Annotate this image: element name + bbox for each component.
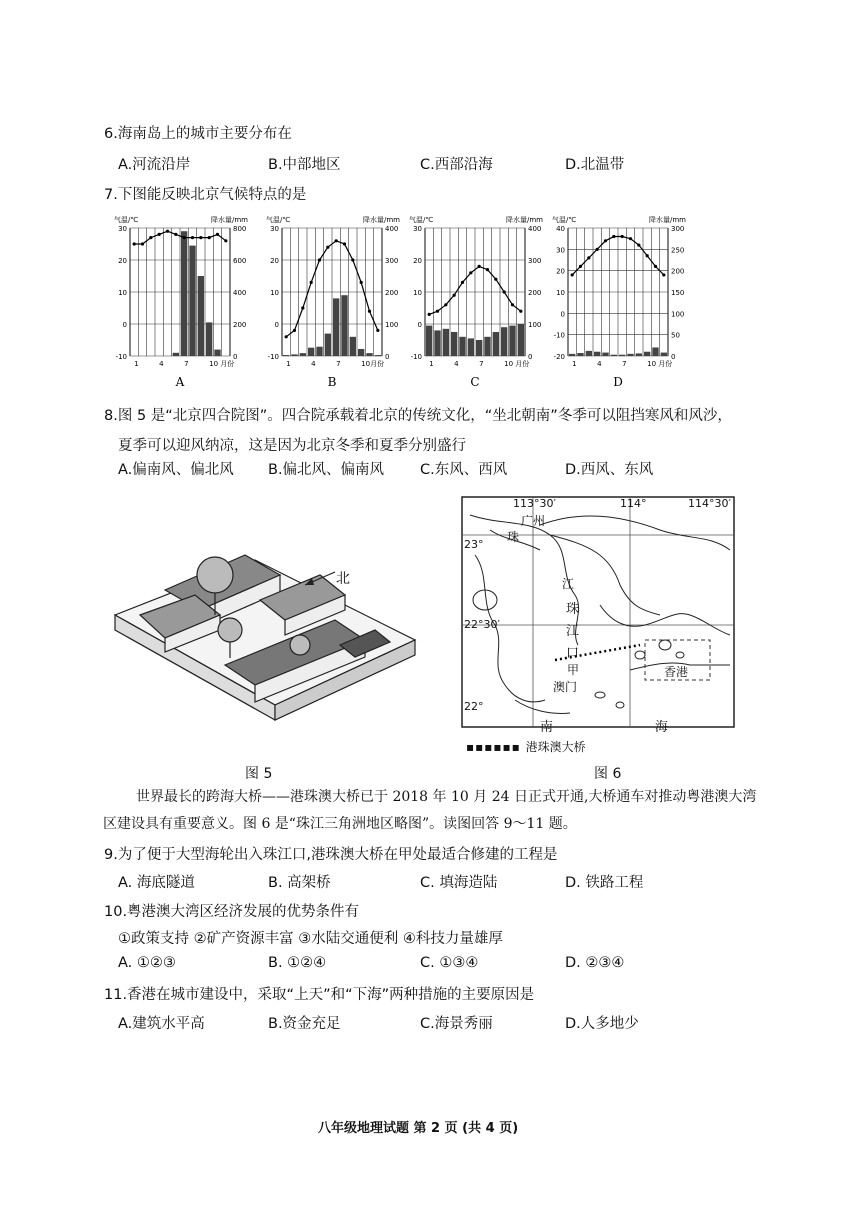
passage-line2: 区建设具有重要意义。图 6 是“珠江三角洲地区略图”。读图回答 9～11 题。	[103, 816, 577, 832]
temperature-point	[428, 313, 431, 316]
precip-tick-label: 0	[233, 353, 238, 361]
precip-bar	[206, 322, 212, 356]
temperature-point	[629, 237, 632, 240]
temperature-point	[310, 281, 313, 284]
precip-tick-label: 100	[385, 321, 399, 329]
chart-label: D	[613, 375, 623, 389]
q8-option-a: A.偏南风、偏北风	[118, 462, 234, 478]
month-tick-label: 10 月份	[209, 360, 235, 368]
lat-label-3: 22°	[464, 700, 484, 713]
precip-bar	[619, 355, 625, 356]
precip-tick-label: 400	[385, 225, 399, 233]
figure-6-caption: 图 6	[594, 766, 622, 782]
temperature-point	[461, 281, 464, 284]
q9-option-d: D. 铁路工程	[565, 875, 644, 891]
precip-tick-label: 100	[671, 310, 685, 319]
precip-tick-label: 200	[385, 289, 399, 297]
month-tick-label: 1	[134, 360, 139, 368]
legend-label: 港珠澳大桥	[525, 740, 586, 754]
precip-bar	[644, 352, 650, 356]
place-guangzhou: 广州	[521, 514, 546, 528]
q8-option-c: C.东风、西风	[420, 462, 508, 478]
temperature-point	[469, 271, 472, 274]
q6-option-b: B.中部地区	[268, 157, 341, 173]
month-tick-label: 10 月份	[504, 360, 530, 368]
month-tick-label: 10 月份	[647, 360, 673, 368]
precip-bar	[300, 353, 306, 356]
precip-tick-label: 200	[671, 267, 685, 276]
precip-bar	[443, 329, 449, 356]
q7-stem: 7.下图能反映北京气候特点的是	[104, 187, 307, 203]
month-tick-label: 4	[159, 360, 164, 368]
temperature-point	[191, 236, 194, 239]
precip-bar	[214, 350, 220, 356]
precip-tick-label: 600	[233, 257, 247, 265]
precip-bar	[627, 354, 633, 356]
q8-option-d: D.西风、东风	[565, 462, 654, 478]
precip-bar	[484, 337, 490, 356]
precip-bar	[181, 231, 187, 356]
precip-bar	[375, 355, 381, 356]
precip-bar	[459, 337, 465, 356]
precip-bar	[341, 295, 347, 356]
lat-label-2: 22°30′	[464, 618, 500, 631]
temp-tick-label: -10	[267, 353, 279, 361]
precip-bar	[451, 332, 457, 356]
temp-tick-label: 40	[556, 225, 565, 233]
q6-option-d: D.北温带	[565, 157, 625, 173]
month-tick-label: 1	[572, 360, 577, 368]
temperature-point	[596, 248, 599, 251]
precip-bar	[308, 348, 314, 356]
month-tick-label: 7	[184, 360, 189, 368]
precip-bar	[198, 276, 204, 356]
precip-tick-label: 800	[233, 225, 247, 233]
temp-tick-label: 0	[274, 321, 279, 329]
temperature-point	[141, 242, 144, 245]
q10-option-d: D. ②③④	[565, 955, 625, 971]
place-hai: 海	[655, 720, 669, 735]
q11-stem: 11.香港在城市建设中，采取“上天”和“下海”两种措施的主要原因是	[104, 987, 535, 1003]
temperature-point	[183, 236, 186, 239]
place-jia: 甲	[567, 663, 580, 677]
temperature-point	[571, 273, 574, 276]
month-tick-label: 7	[622, 360, 627, 368]
lat-label-1: 23°	[464, 538, 484, 551]
passage	[103, 784, 758, 838]
month-tick-label: 10月份	[361, 360, 385, 368]
precip-axis-label: 降水量/mm	[211, 216, 248, 224]
temperature-point	[351, 258, 354, 261]
temperature-point	[519, 310, 522, 313]
temperature-point	[453, 294, 456, 297]
precip-bar	[366, 353, 372, 356]
q10-option-c: C. ①③④	[420, 955, 479, 971]
precip-tick-label: 300	[671, 225, 685, 233]
north-label: 北	[336, 571, 350, 587]
temperature-point	[662, 273, 665, 276]
temperature-point	[343, 242, 346, 245]
place-nan: 南	[540, 720, 554, 735]
place-zhujiangkou-1: 珠	[566, 602, 580, 617]
temp-tick-label: 20	[118, 257, 127, 265]
climate-chart-A	[112, 210, 262, 390]
precip-bar	[426, 326, 432, 356]
temp-tick-label: -10	[553, 331, 565, 340]
q11-option-d: D.人多地少	[565, 1016, 639, 1032]
precip-bar	[493, 332, 499, 356]
q11-option-c: C.海景秀丽	[420, 1016, 493, 1032]
temperature-point	[335, 239, 338, 242]
temperature-point	[285, 335, 288, 338]
month-tick-label: 4	[311, 360, 316, 368]
q8-stem-line2: 夏季可以迎风纳凉，这是因为北京冬季和夏季分别盛行	[118, 438, 466, 454]
precip-tick-label: 400	[528, 225, 542, 233]
page-footer: 八年级地理试题 第 2 页 (共 4 页)	[318, 1121, 519, 1136]
month-tick-label: 7	[336, 360, 341, 368]
temperature-point	[301, 306, 304, 309]
precip-tick-label: 250	[671, 246, 685, 255]
temp-tick-label: 20	[270, 257, 279, 265]
chart-label: C	[470, 375, 480, 389]
temperature-point	[579, 265, 582, 268]
place-zhujiangkou-2: 江	[566, 624, 580, 639]
q10-stem: 10.粤港澳大湾区经济发展的优势条件有	[104, 904, 360, 920]
q6-stem: 6.海南岛上的城市主要分布在	[104, 126, 292, 142]
bridge-legend	[466, 738, 586, 755]
month-tick-label: 4	[597, 360, 602, 368]
chart-label: A	[175, 375, 185, 389]
temperature-point	[587, 256, 590, 259]
q6-option-a: A.河流沿岸	[118, 157, 191, 173]
chart-label: B	[327, 375, 337, 389]
temperature-point	[326, 246, 329, 249]
precip-tick-label: 0	[528, 353, 533, 361]
place-xianggang: 香港	[664, 665, 689, 679]
figure-5-caption: 图 5	[245, 766, 273, 782]
month-tick-label: 4	[454, 360, 459, 368]
month-tick-label: 7	[479, 360, 484, 368]
precip-tick-label: 0	[385, 353, 390, 361]
precip-bar	[509, 326, 515, 356]
temp-tick-label: 20	[413, 257, 422, 265]
temp-tick-label: 30	[118, 225, 127, 233]
temp-tick-label: -10	[410, 353, 422, 361]
temp-tick-label: 20	[556, 267, 565, 276]
temp-axis-label: 气温/℃	[552, 216, 577, 224]
temperature-point	[174, 233, 177, 236]
precip-tick-label: 200	[528, 289, 542, 297]
month-tick-label: 1	[286, 360, 291, 368]
temp-axis-label: 气温/℃	[266, 216, 291, 224]
precip-bar	[518, 324, 524, 356]
temperature-point	[166, 230, 169, 233]
month-tick-label: 1	[429, 360, 434, 368]
temp-axis-label: 气温/℃	[409, 216, 434, 224]
temperature-point	[486, 268, 489, 271]
temp-axis-label: 气温/℃	[114, 216, 139, 224]
temperature-point	[494, 278, 497, 281]
precip-bar	[602, 353, 608, 356]
precip-axis-label: 降水量/mm	[649, 216, 686, 224]
passage-line1: 世界最长的跨海大桥——港珠澳大桥已于 2018 年 10 月 24 日正式开通,大桥通车对推动粤港澳大湾	[136, 789, 757, 805]
precip-tick-label: 150	[671, 289, 685, 297]
precip-bar	[636, 353, 642, 356]
temperature-point	[646, 254, 649, 257]
temp-tick-label: 30	[556, 246, 565, 255]
temperature-point	[318, 258, 321, 261]
q10-option-b: B. ①②④	[268, 955, 327, 971]
temp-tick-label: 10	[118, 289, 127, 297]
temperature-point	[436, 310, 439, 313]
precip-tick-label: 400	[233, 289, 247, 297]
precip-bar	[291, 354, 297, 356]
temperature-point	[612, 235, 615, 238]
precip-bar	[577, 353, 583, 356]
precip-tick-label: 100	[528, 321, 542, 329]
temperature-point	[133, 242, 136, 245]
precip-bar	[501, 327, 507, 356]
precip-bar	[652, 347, 658, 356]
temperature-point	[158, 233, 161, 236]
q9-option-c: C. 填海造陆	[420, 875, 498, 891]
precip-bar	[173, 353, 179, 356]
temperature-point	[216, 233, 219, 236]
precip-axis-label: 降水量/mm	[363, 216, 400, 224]
q11-option-b: B.资金充足	[268, 1016, 341, 1032]
temperature-point	[360, 281, 363, 284]
q10-option-a: A. ①②③	[118, 955, 176, 971]
temperature-point	[511, 303, 514, 306]
q6-option-c: C.西部沿海	[420, 157, 493, 173]
temperature-point	[637, 243, 640, 246]
q9-stem: 9.为了便于大型海轮出入珠江口,港珠澳大桥在甲处最适合修建的工程是	[104, 847, 558, 863]
temperature-point	[199, 236, 202, 239]
precip-tick-label: 50	[671, 331, 680, 340]
precip-bar	[611, 355, 617, 356]
temperature-point	[478, 265, 481, 268]
q11-option-a: A.建筑水平高	[118, 1016, 205, 1032]
lon-label-3: 114°30′	[688, 497, 731, 510]
precip-bar	[661, 353, 667, 356]
place-zhu: 珠	[507, 530, 520, 544]
q9-option-a: A. 海底隧道	[118, 875, 195, 891]
temperature-point	[621, 235, 624, 238]
climate-chart-B	[264, 210, 414, 390]
temperature-point	[503, 290, 506, 293]
precip-tick-label: 300	[385, 257, 399, 265]
precip-tick-label: 0	[671, 353, 676, 361]
precip-bar	[350, 337, 356, 356]
temp-tick-label: 30	[270, 225, 279, 233]
climate-chart-C	[407, 210, 557, 390]
precip-bar	[586, 351, 592, 356]
q8-option-b: B.偏北风、偏南风	[268, 462, 385, 478]
climate-chart-D	[550, 210, 700, 390]
precip-bar	[468, 338, 474, 356]
precip-bar	[283, 355, 289, 356]
q9-option-b: B. 高架桥	[268, 875, 331, 891]
temperature-point	[654, 265, 657, 268]
q8-stem-line1: 8.图 5 是“北京四合院图”。四合院承载着北京的传统文化，“坐北朝南”冬季可以阻挡寒风和风沙，	[104, 408, 732, 424]
place-jiang: 江	[562, 577, 575, 591]
temperature-point	[293, 329, 296, 332]
precip-tick-label: 200	[233, 321, 247, 329]
precip-bar	[325, 334, 331, 356]
precip-bar	[569, 354, 575, 356]
temperature-point	[604, 239, 607, 242]
temp-tick-label: 10	[413, 289, 422, 297]
temp-tick-label: 0	[122, 321, 127, 329]
place-aomen: 澳门	[553, 680, 578, 694]
legend-dotted-line-icon: ▪▪▪▪▪▪	[466, 740, 526, 754]
q10-items: ①政策支持 ②矿产资源丰富 ③水陆交通便利 ④科技力量雄厚	[118, 931, 503, 947]
precip-bar	[189, 246, 195, 356]
pearl-river-delta-map	[460, 495, 740, 735]
temp-tick-label: 10	[270, 289, 279, 297]
temp-tick-label: -10	[115, 353, 127, 361]
precip-bar	[594, 352, 600, 356]
lon-label-1: 113°30′	[513, 497, 556, 510]
temp-tick-label: -20	[553, 353, 565, 361]
temperature-point	[444, 303, 447, 306]
precip-bar	[434, 330, 440, 356]
temperature-point	[208, 236, 211, 239]
precip-bar	[476, 340, 482, 356]
precip-bar	[358, 349, 364, 356]
precip-tick-label: 300	[528, 257, 542, 265]
lon-label-2: 114°	[620, 497, 647, 510]
temp-tick-label: 0	[560, 310, 565, 319]
temperature-point	[224, 239, 227, 242]
place-zhujiangkou-3: 口	[566, 646, 580, 661]
siheyuan-illustration	[105, 530, 425, 750]
temperature-point	[149, 236, 152, 239]
temp-tick-label: 30	[413, 225, 422, 233]
temperature-point	[368, 310, 371, 313]
temperature-point	[376, 329, 379, 332]
precip-axis-label: 降水量/mm	[506, 216, 543, 224]
precip-bar	[333, 298, 339, 356]
temp-tick-label: 10	[556, 289, 565, 297]
temp-tick-label: 0	[417, 321, 422, 329]
precip-bar	[316, 347, 322, 356]
